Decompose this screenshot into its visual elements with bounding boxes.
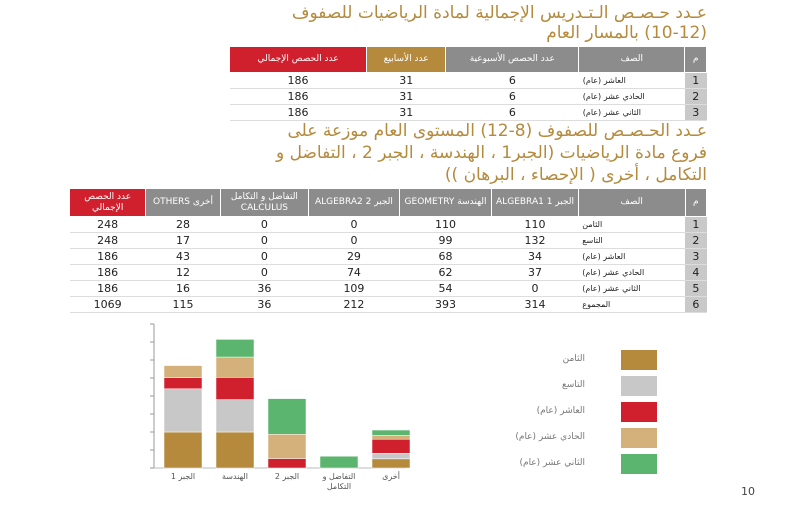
t1-num: 3 [685, 105, 707, 121]
t2-geometry: 62 [399, 265, 492, 281]
title2-line3: التكامل ، أخرى ( الإحصاء ، البرهان )) [444, 165, 707, 185]
t2-algebra1: 110 [492, 217, 578, 233]
t1-grade: الحادي عشر (عام) [579, 89, 685, 105]
t2-grade: العاشر (عام) [578, 249, 685, 265]
t1-total: 186 [230, 89, 367, 105]
t1-header-num: م [685, 47, 707, 73]
t2-algebra1: 132 [492, 233, 578, 249]
t1-weekly: 6 [446, 105, 579, 121]
legend-item [457, 402, 657, 422]
t2-geometry: 68 [399, 249, 492, 265]
title1-line1: عـدد حـصـص الـتـدريس الإجمالية لمادة الرياضيات للصفوف [291, 3, 707, 23]
t2-others: 28 [146, 217, 220, 233]
t2-algebra2: 212 [309, 297, 400, 313]
bar-segment [216, 357, 254, 377]
title2-line2: فروع مادة الرياضيات (الجبر1 ، الهندسة ، الجبر 2 ، التفاضل و [275, 143, 707, 163]
legend-swatch [621, 350, 657, 370]
t2-calculus: 0 [220, 265, 309, 281]
legend-swatch [621, 376, 657, 396]
t2-header-calculus: التفاضل و التكامل CALCULUS [220, 189, 309, 217]
x-tick-label: أخرى [382, 472, 400, 481]
table2 [69, 188, 707, 313]
t2-others: 12 [146, 265, 220, 281]
bar-segment [216, 377, 254, 399]
t1-weeks: 31 [367, 105, 446, 121]
t2-header-geometry: الهندسة GEOMETRY [399, 189, 492, 217]
t2-grade: الثاني عشر (عام) [578, 281, 685, 297]
bar-segment [216, 432, 254, 468]
t2-total: 248 [70, 217, 146, 233]
t2-num: 4 [685, 265, 706, 281]
t2-geometry: 393 [399, 297, 492, 313]
t2-geometry: 99 [399, 233, 492, 249]
bar-segment [164, 389, 202, 432]
x-tick-label: الجبر 2 [274, 472, 300, 481]
t2-others: 115 [146, 297, 220, 313]
t2-algebra2: 74 [309, 265, 400, 281]
t2-total: 248 [70, 233, 146, 249]
t2-algebra2: 0 [309, 217, 400, 233]
t2-num: 5 [685, 281, 706, 297]
t2-grade: الحادي عشر (عام) [578, 265, 685, 281]
t2-header-grade: الصف [578, 189, 685, 217]
bar-segment [216, 400, 254, 432]
t2-algebra2: 29 [309, 249, 400, 265]
t2-header-num: م [685, 189, 706, 217]
t1-header-weekly: عدد الحصص الأسبوعية [446, 47, 579, 73]
t2-others: 17 [146, 233, 220, 249]
t2-calculus: 0 [220, 233, 309, 249]
bar-segment [372, 453, 410, 459]
legend-item [457, 376, 657, 396]
bar-segment [268, 434, 306, 458]
t1-grade: العاشر (عام) [579, 73, 685, 89]
table-row [230, 89, 707, 105]
x-tick-label: الجبر 1 [170, 472, 196, 481]
table-row [70, 297, 707, 313]
t1-weeks: 31 [367, 73, 446, 89]
x-tick-label: التفاضل و التكامل [322, 472, 356, 491]
stacked-bar-chart [140, 320, 410, 470]
t2-total: 1069 [70, 297, 146, 313]
legend-item [457, 350, 657, 370]
title2-line1: عـدد الحـصـص للصفوف (8-12) المستوى العام موزعة على [287, 121, 707, 141]
t2-algebra1: 314 [492, 297, 578, 313]
t2-grade: الثامن [578, 217, 685, 233]
t2-num: 2 [685, 233, 706, 249]
legend-label: التاسع [561, 380, 585, 390]
bar-segment [216, 339, 254, 357]
legend-label: الثامن [562, 354, 585, 364]
bar-segment [164, 366, 202, 378]
t1-weeks: 31 [367, 89, 446, 105]
t1-num: 1 [685, 73, 707, 89]
bar-segment [268, 399, 306, 435]
legend-item [457, 428, 657, 448]
t2-num: 3 [685, 249, 706, 265]
bar-segment [372, 435, 410, 439]
legend-item [457, 454, 657, 474]
t1-weekly: 6 [446, 73, 579, 89]
legend-swatch [621, 402, 657, 422]
bar-segment [320, 456, 358, 468]
page-number: 10 [741, 485, 755, 498]
legend-swatch [621, 428, 657, 448]
t1-weekly: 6 [446, 89, 579, 105]
legend-label: العاشر (عام) [536, 406, 585, 416]
title1-line2: (10-12) بالمسار العام [546, 23, 707, 43]
table-row [70, 249, 707, 265]
t2-num: 1 [685, 217, 706, 233]
t2-geometry: 110 [399, 217, 492, 233]
t2-total: 186 [70, 265, 146, 281]
bar-segment [164, 378, 202, 389]
table-row [70, 233, 707, 249]
t2-calculus: 0 [220, 217, 309, 233]
t2-algebra2: 0 [309, 233, 400, 249]
t2-total: 186 [70, 249, 146, 265]
x-tick-label: الهندسة [222, 472, 248, 481]
t2-algebra1: 0 [492, 281, 578, 297]
t1-grade: الثاني عشر (عام) [579, 105, 685, 121]
t2-others: 16 [146, 281, 220, 297]
table-row [70, 265, 707, 281]
t1-header-grade: الصف [579, 47, 685, 73]
t2-header-others: أخرى OTHERS [146, 189, 220, 217]
bar-segment [372, 430, 410, 435]
t1-total: 186 [230, 105, 367, 121]
legend-label: الثاني عشر (عام) [519, 458, 585, 468]
t2-num: 6 [685, 297, 706, 313]
table1 [229, 46, 707, 121]
t2-algebra1: 34 [492, 249, 578, 265]
t1-total: 186 [230, 73, 367, 89]
t2-others: 43 [146, 249, 220, 265]
bar-segment [372, 459, 410, 468]
table-row [70, 281, 707, 297]
t2-algebra2: 109 [309, 281, 400, 297]
table-row [230, 73, 707, 89]
t2-header-algebra2: الجبر 2 ALGEBRA2 [309, 189, 400, 217]
t2-header-total: عدد الحصص الإجمالي [70, 189, 146, 217]
t2-calculus: 36 [220, 281, 309, 297]
t2-total: 186 [70, 281, 146, 297]
bar-segment [372, 439, 410, 453]
bar-segment [268, 459, 306, 468]
t2-geometry: 54 [399, 281, 492, 297]
t1-num: 2 [685, 89, 707, 105]
t1-header-weeks: عدد الأسابيع [367, 47, 446, 73]
t2-header-algebra1: الجبر 1 ALGEBRA1 [492, 189, 578, 217]
legend-label: الحادي عشر (عام) [515, 432, 585, 442]
t2-calculus: 0 [220, 249, 309, 265]
legend-swatch [621, 454, 657, 474]
t2-calculus: 36 [220, 297, 309, 313]
table-row [230, 105, 707, 121]
t2-algebra1: 37 [492, 265, 578, 281]
t2-grade: التاسع [578, 233, 685, 249]
table-row [70, 217, 707, 233]
t2-grade: المجموع [578, 297, 685, 313]
t1-header-total: عدد الحصص الإجمالي [230, 47, 367, 73]
bar-segment [164, 432, 202, 468]
